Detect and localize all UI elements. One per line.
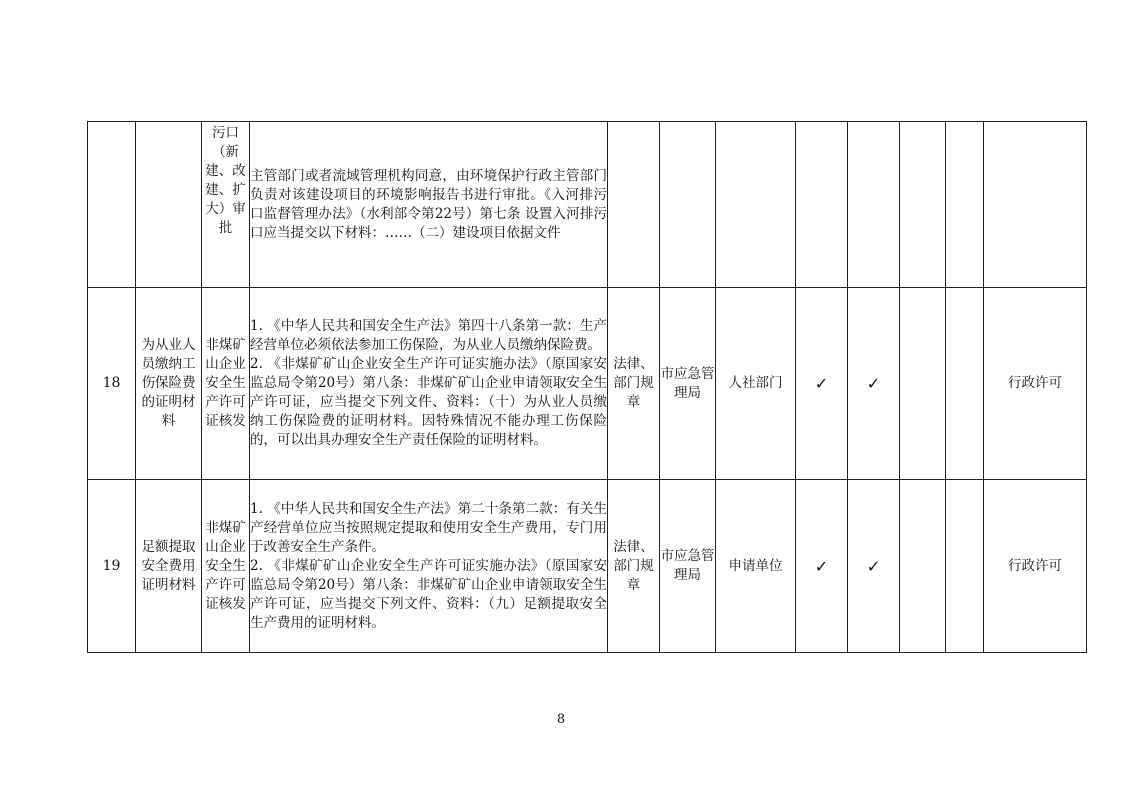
matter-type: 行政许可 — [984, 480, 1087, 653]
check-mark — [848, 122, 900, 288]
check-mark — [796, 122, 848, 288]
empty-cell — [946, 480, 984, 653]
material-table — [87, 121, 1087, 653]
service-item: 非煤矿山企业安全生产许可证核发 — [202, 480, 250, 653]
material-name: 足额提取安全费用证明材料 — [136, 480, 202, 653]
service-item: 非煤矿山企业安全生产许可证核发 — [202, 288, 250, 480]
legal-basis-paragraph: 1. 《中华人民共和国安全生产法》第二十条第二款：有关生产经营单位应当按照规定提取和使用安全生产费用，专门用于改善安全生产条件。 — [250, 500, 607, 555]
table-row — [88, 480, 1087, 653]
issuing-unit: 申请单位 — [716, 480, 796, 653]
department: 市应急管理局 — [660, 480, 716, 653]
issuing-unit: 人社部门 — [716, 288, 796, 480]
row-number: 18 — [88, 288, 136, 480]
service-item: 污口（新建、改建、扩大）审批 — [202, 122, 250, 288]
empty-cell — [900, 122, 946, 288]
check-mark: ✓ — [848, 480, 900, 653]
material-name — [136, 122, 202, 288]
table-row — [88, 122, 1087, 288]
legal-basis — [250, 122, 608, 288]
basis-category: 法律、部门规章 — [608, 480, 660, 653]
department: 市应急管理局 — [660, 288, 716, 480]
basis-category — [608, 122, 660, 288]
empty-cell — [946, 288, 984, 480]
check-mark: ✓ — [848, 288, 900, 480]
issuing-unit — [716, 122, 796, 288]
empty-cell — [900, 480, 946, 653]
table-row — [88, 288, 1087, 480]
legal-basis-paragraph: 1. 《中华人民共和国安全生产法》第四十八条第一款：生产经营单位必须依法参加工伤保险，为从业人员缴纳保险费。 — [250, 318, 607, 353]
empty-cell — [900, 288, 946, 480]
legal-basis-paragraph: 2. 《非煤矿矿山企业安全生产许可证实施办法》（原国家安监总局令第20号）第八条：非煤矿矿山企业申请领取安全生产许可证，应当提交下列文件、资料：（九）足额提取安全生产费用的证明材料。 — [250, 557, 607, 631]
matter-type — [984, 122, 1087, 288]
check-mark: ✓ — [796, 288, 848, 480]
legal-basis — [250, 480, 608, 653]
legal-basis-paragraph: 2. 《非煤矿矿山企业安全生产许可证实施办法》（原国家安监总局令第20号）第八条：非煤矿矿山企业申请领取安全生产许可证，应当提交下列文件、资料：（十）为从业人员缴纳工伤保险费的证明材料。因特殊情况不能办理工伤保险的，可以出具办理安全生产责任保险的证明材料。 — [250, 356, 607, 448]
department — [660, 122, 716, 288]
page-number: 8 — [556, 712, 566, 727]
legal-basis-paragraph: 主管部门或者流域管理机构同意，由环境保护行政主管部门负责对该建设项目的环境影响报告书进行审批。《入河排污口监督管理办法》（水利部令第22号）第七条 设置入河排污口应当提交以下材料：……（二）建设项目依据文件 — [250, 167, 607, 241]
check-mark: ✓ — [796, 480, 848, 653]
matter-type: 行政许可 — [984, 288, 1087, 480]
row-number: 19 — [88, 480, 136, 653]
material-name: 为从业人员缴纳工伤保险费的证明材料 — [136, 288, 202, 480]
row-number — [88, 122, 136, 288]
basis-category: 法律、部门规章 — [608, 288, 660, 480]
legal-basis — [250, 288, 608, 480]
empty-cell — [946, 122, 984, 288]
